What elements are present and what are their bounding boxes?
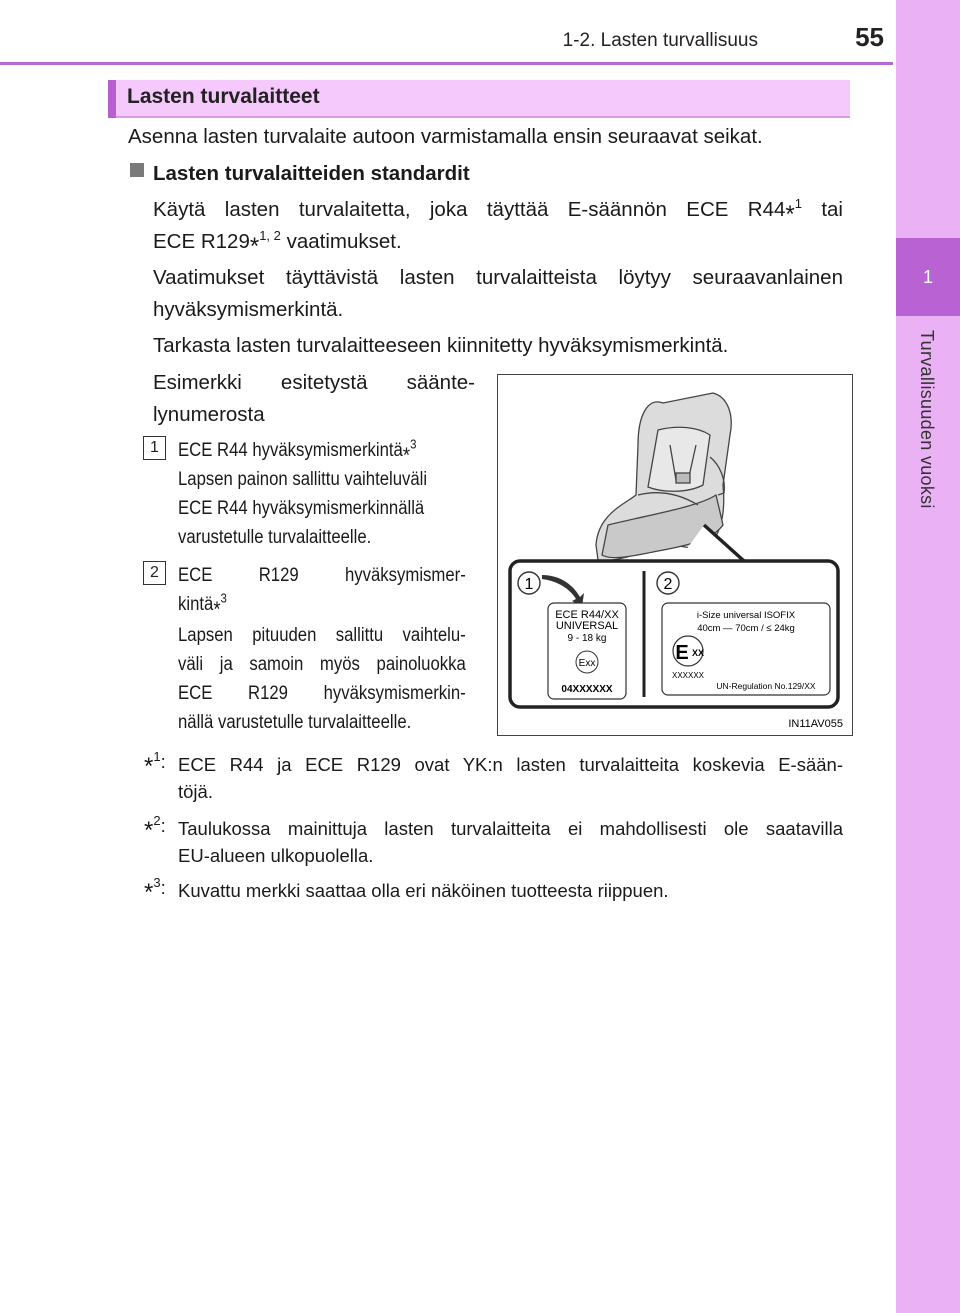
ece-r129-label-line1: i-Size universal ISOFIX <box>696 610 796 621</box>
example-caption-line1: Esimerkki esitetystä säänte- <box>153 371 475 394</box>
item-1-line2: ECE R44 hyväksymismerkinnällä <box>178 498 425 519</box>
item-2-line4: nällä varustetulle turvalaitteelle. <box>178 712 412 733</box>
footnote-2-line1: Taulukossa mainittuja lasten turvalaitteita ei mahdollisesti ole saatavilla <box>178 818 843 839</box>
ece-r129-e-sub: XX <box>691 648 705 658</box>
callout-number-2: 2 <box>663 576 673 593</box>
footnote-3-mark: *$^3$: <box>144 874 166 906</box>
example-caption-line2: lynumerosta <box>153 403 265 426</box>
child-seat-drawing <box>498 375 852 735</box>
chapter-title-text: Turvallisuuden vuoksi <box>917 330 937 509</box>
item-2-line1: Lapsen pituuden sallittu vaihtelu- <box>178 625 466 646</box>
figure-id: IN11AV055 <box>788 718 843 730</box>
chapter-number-tab: 1 <box>896 238 960 316</box>
item-2-line2: väli ja samoin myös painoluokka <box>178 654 466 675</box>
approval-paragraph-line1: Vaatimukset täyttävistä lasten turvalaitteista löytyy seuraavanlainen <box>153 266 843 289</box>
ece-r44-label-line3: 9 - 18 kg <box>567 633 607 644</box>
section-label: 1-2. Lasten turvallisuus <box>562 30 758 51</box>
ece-r44-code: 04XXXXXX <box>561 684 613 695</box>
footnote-1-line1: ECE R44 ja ECE R129 ovat YK:n lasten turvalaitteita koskevia E-sään- <box>178 754 843 775</box>
ece-r129-regulation: UN-Regulation No.129/XX <box>716 681 816 691</box>
check-paragraph: Tarkasta lasten turvalaitteeseen kiinnitetty hyväksymismerkintä. <box>153 334 729 357</box>
ece-r44-e-mark: Exx <box>578 658 596 669</box>
ece-r129-e-mark: E <box>675 642 689 664</box>
standards-paragraph-line1: Käytä lasten turvalaitetta, joka täyttää E-säännön ECE R44*$^1$ tai <box>153 196 843 228</box>
chapter-side-tab <box>896 0 960 1313</box>
chapter-title-vertical <box>896 330 960 560</box>
item-number-2: 2 <box>143 561 166 585</box>
footnote-2-mark: *$^2$: <box>144 812 166 844</box>
item-1-title: ECE R44 hyväksymismerkintä*$^3$ <box>178 436 417 467</box>
item-1-line1: Lapsen painon sallittu vaihteluväli <box>178 469 428 490</box>
approval-paragraph-line2: hyväksymismerkintä. <box>153 298 344 321</box>
header-divider <box>0 62 893 65</box>
ece-r44-label-line2: UNIVERSAL <box>555 620 619 632</box>
footnote-1-mark: *$^1$: <box>144 748 166 780</box>
square-bullet-icon <box>130 163 144 177</box>
item-2-line3: ECE R129 hyväksymismerkin- <box>178 683 466 704</box>
ece-r129-label-line2: 40cm — 70cm / ≤ 24kg <box>697 623 795 634</box>
footnote-1-line2: töjä. <box>178 781 213 802</box>
item-1-line3: varustetulle turvalaitteelle. <box>178 527 372 548</box>
callout-number-1: 1 <box>524 576 534 593</box>
section-title: Lasten turvalaitteet <box>127 85 320 108</box>
standards-paragraph-line2: ECE R129*$^{1, 2}$ vaatimukset. <box>153 228 402 260</box>
ece-r129-code: XXXXXX <box>671 671 705 680</box>
title-accent-stripe <box>108 80 116 118</box>
item-2-title-line1: ECE R129 hyväksymismer- <box>178 565 466 586</box>
page-number: 55 <box>855 22 884 52</box>
subsection-heading: Lasten turvalaitteiden standardit <box>153 162 470 185</box>
footnote-2-line2: EU-alueen ulkopuolella. <box>178 845 374 866</box>
child-seat-illustration <box>497 374 853 736</box>
intro-text: Asenna lasten turvalaite autoon varmistamalla ensin seuraavat seikat. <box>128 125 763 148</box>
ece-r44-label-line1: ECE R44/XX <box>555 609 619 621</box>
footnote-3-line1: Kuvattu merkki saattaa olla eri näköinen tuotteesta riippuen. <box>178 880 669 901</box>
item-number-1: 1 <box>143 436 166 460</box>
item-2-title-line2: kintä*$^3$ <box>178 590 227 621</box>
